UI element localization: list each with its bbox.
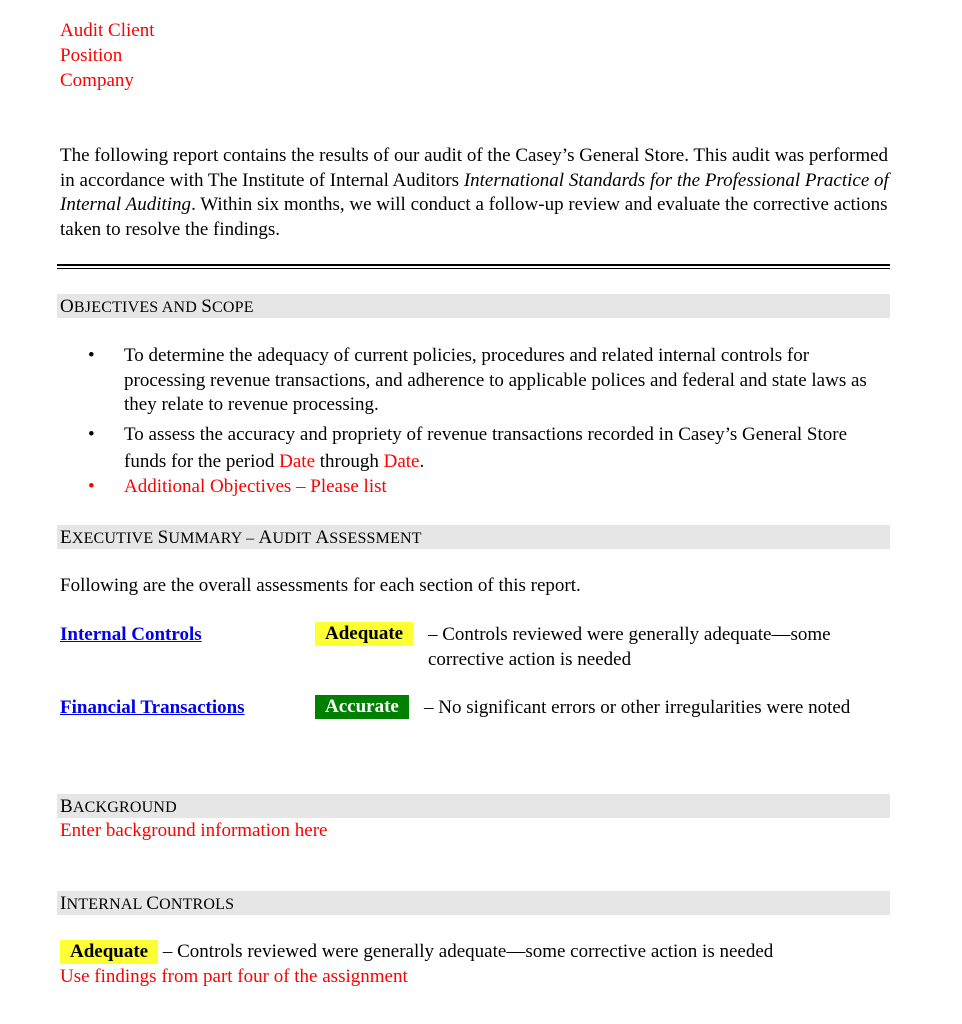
list-item (88, 421, 888, 475)
divider-thick (57, 264, 890, 266)
intro-standard: International Standards for the Professional Practice of Internal Auditing (60, 169, 889, 215)
date-placeholder-end: Date (383, 450, 420, 472)
intro-text-1: The following report contains the results of our audit of the Casey’s General Store. This audit was performed in accordance with The Institute of Internal Auditors (60, 145, 889, 191)
findings-placeholder: Use findings from part four of the assignment (60, 966, 408, 987)
internal-controls-description: – Controls reviewed were generally adequate—some corrective action is needed (428, 624, 831, 670)
summary-intro: Following are the overall assessments for each section of this report. (60, 575, 581, 596)
bullet-icon: • (88, 345, 95, 366)
objective-3-placeholder: Additional Objectives – Please list (124, 475, 387, 497)
date-placeholder-start: Date (279, 450, 316, 472)
objective-2: To assess the accuracy and propriety of revenue transactions recorded in Casey’s General Store funds for the period Date through Date. (124, 423, 848, 472)
objective-1: To determine the adequacy of current policies, procedures and related internal controls for processing revenue transactions, and adherence to applicable polices and federal and state laws as they relate to revenue processing. (124, 345, 867, 415)
divider-thin (57, 268, 890, 269)
objectives-list (88, 344, 888, 499)
section-heading-background: BACKGROUND (57, 794, 890, 818)
section-heading-executive-summary: EXECUTIVE SUMMARY – AUDIT ASSESSMENT (57, 525, 890, 549)
internal-controls-assessment-text: – Controls reviewed were generally adequate—some corrective action is needed (158, 941, 774, 962)
audit-client-label: Audit Client (60, 20, 155, 41)
list-item (88, 475, 888, 500)
section-heading-objectives: OBJECTIVES AND SCOPE (57, 294, 890, 318)
financial-transactions-link[interactable]: Financial Transactions (60, 697, 245, 718)
internal-controls-assessment (60, 940, 773, 965)
accurate-badge: Accurate (315, 695, 409, 719)
list-item (88, 344, 888, 418)
intro-paragraph (60, 144, 892, 242)
internal-controls-link[interactable]: Internal Controls (60, 624, 202, 645)
intro-text-2: . Within six months, we will conduct a follow-up review and evaluate the corrective actions taken to resolve the findings. (60, 194, 888, 240)
adequate-badge: Adequate (315, 622, 413, 646)
adequate-badge: Adequate (60, 940, 158, 964)
position-label: Position (60, 45, 123, 66)
section-heading-internal-controls: INTERNAL CONTROLS (57, 891, 890, 915)
financial-transactions-description: – No significant errors or other irregularities were noted (424, 697, 851, 718)
bullet-icon: • (88, 475, 95, 497)
background-placeholder: Enter background information here (60, 820, 328, 841)
bullet-icon: • (88, 423, 95, 445)
company-label: Company (60, 70, 134, 91)
